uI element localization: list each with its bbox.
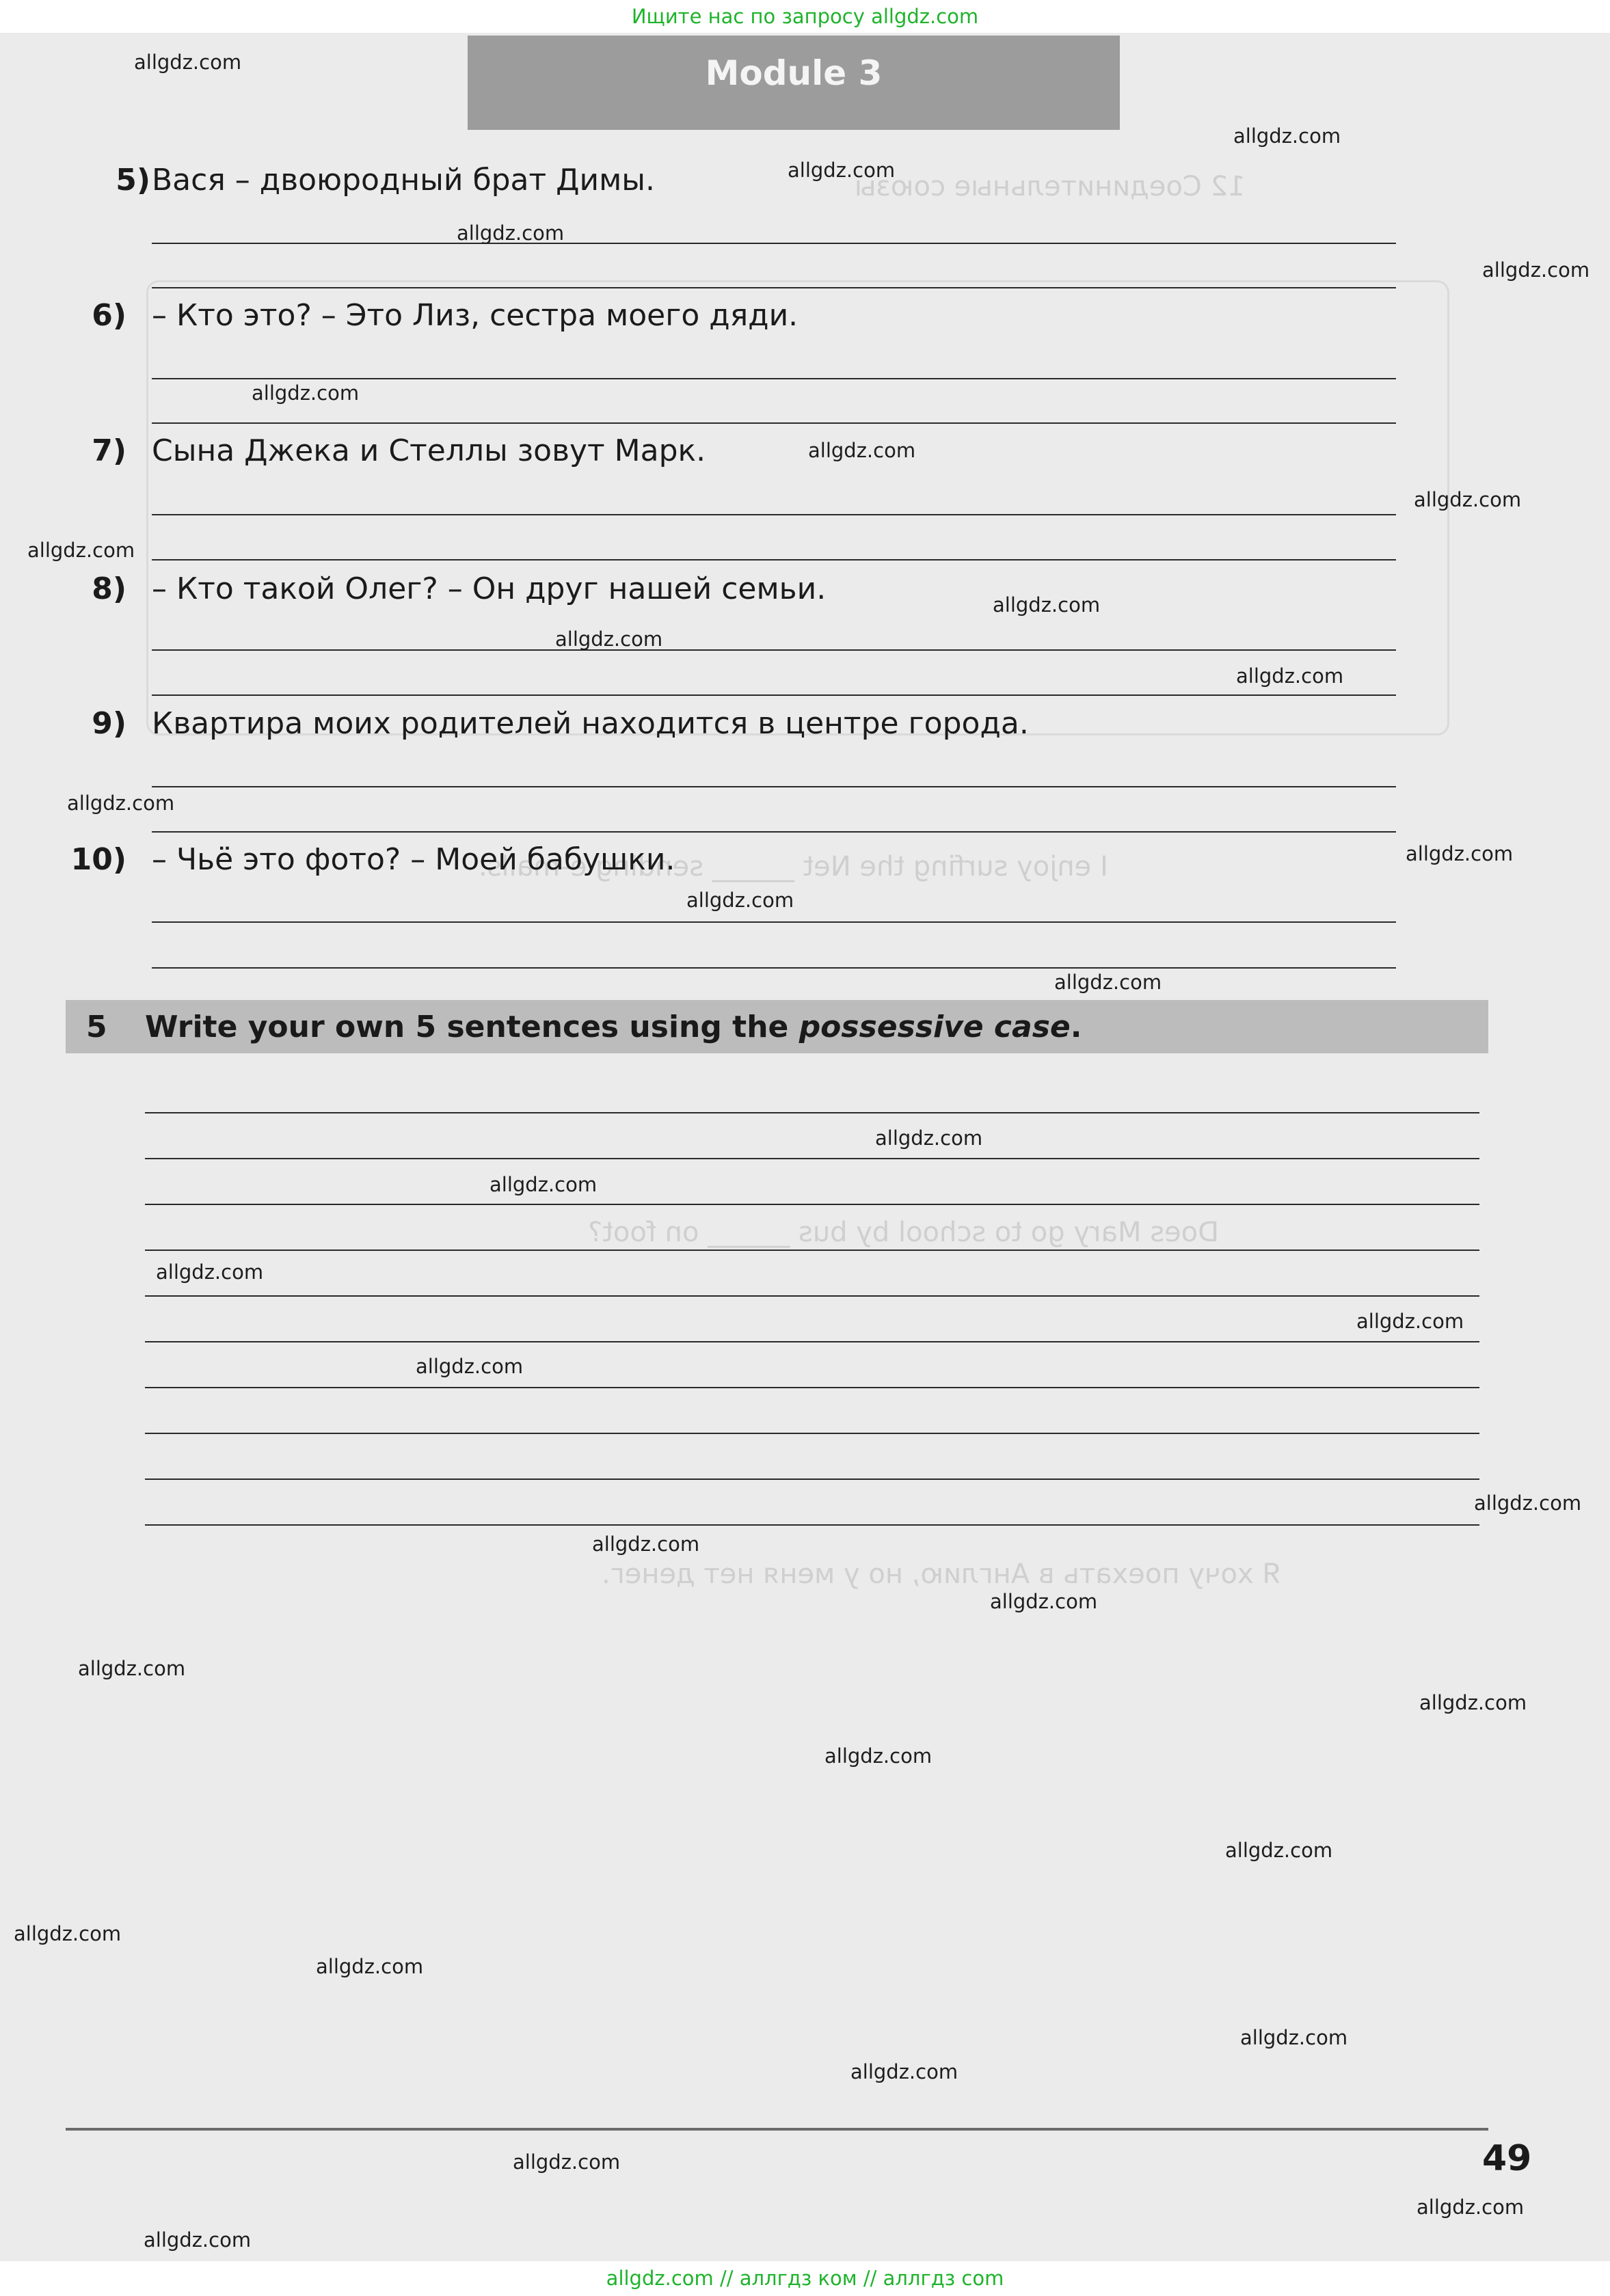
watermark: allgdz.com [1419, 1691, 1527, 1714]
answer-line[interactable] [152, 649, 1396, 651]
answer-line[interactable] [145, 1112, 1479, 1113]
watermark: allgdz.com [990, 1590, 1098, 1613]
watermark: allgdz.com [1417, 2196, 1525, 2219]
bottom-banner[interactable]: allgdz.com // аллгдз ком // аллгдз com [0, 2261, 1610, 2296]
exercise-title-emphasis: possessive case [799, 1010, 1071, 1044]
answer-line[interactable] [152, 559, 1396, 561]
answer-line[interactable] [152, 786, 1396, 787]
answer-line[interactable] [152, 921, 1396, 923]
watermark: allgdz.com [993, 593, 1101, 617]
watermark: allgdz.com [1474, 1491, 1582, 1515]
watermark: allgdz.com [489, 1173, 598, 1196]
task-text: Квартира моих родителей находится в центре города. [152, 706, 1029, 741]
answer-line[interactable] [152, 287, 1396, 288]
watermark: allgdz.com [1233, 124, 1341, 148]
watermark: allgdz.com [1054, 971, 1162, 994]
task-text: – Кто такой Олег? – Он друг нашей семьи. [152, 571, 827, 606]
watermark: allgdz.com [1225, 1839, 1333, 1862]
reverse-page-text: 12 Соединительные союзы [855, 171, 1246, 202]
task-number: 9) [92, 706, 126, 741]
exercise-title [145, 1010, 1082, 1044]
answer-line[interactable] [145, 1204, 1479, 1205]
answer-line[interactable] [145, 1295, 1479, 1297]
watermark: allgdz.com [1236, 664, 1344, 688]
page-number: 49 [1482, 2138, 1532, 2179]
task-number: 7) [92, 433, 126, 468]
top-banner[interactable]: Ищите нас по запросу allgdz.com [0, 0, 1610, 33]
answer-line[interactable] [145, 1250, 1479, 1251]
answer-line[interactable] [152, 967, 1396, 969]
exercise-number: 5 [86, 1010, 107, 1044]
task-number: 10) [70, 842, 126, 877]
answer-line[interactable] [145, 1433, 1479, 1434]
watermark: allgdz.com [1240, 2026, 1348, 2049]
answer-line[interactable] [145, 1524, 1479, 1526]
task-text: Вася – двоюродный брат Димы. [152, 163, 655, 198]
watermark: allgdz.com [67, 792, 175, 815]
watermark: allgdz.com [416, 1355, 524, 1378]
task-text: – Чьё это фото? – Моей бабушки. [152, 842, 675, 877]
task-number: 5) [116, 163, 150, 198]
exercise-header [66, 1000, 1488, 1053]
watermark: allgdz.com [134, 51, 242, 74]
watermark: allgdz.com [1414, 488, 1522, 511]
answer-line[interactable] [145, 1158, 1479, 1159]
watermark: allgdz.com [252, 381, 360, 405]
watermark: allgdz.com [555, 627, 663, 651]
reverse-page-text: Я хочу поехать в Англию, но у меня нет денег. [602, 1558, 1282, 1590]
answer-line[interactable] [152, 422, 1396, 424]
module-tab: Module 3 [468, 36, 1120, 130]
watermark: allgdz.com [14, 1922, 122, 1945]
answer-line[interactable] [152, 831, 1396, 833]
watermark: allgdz.com [316, 1955, 424, 1978]
answer-line[interactable] [152, 514, 1396, 515]
answer-line[interactable] [145, 1478, 1479, 1480]
footer-rule [66, 2128, 1488, 2131]
watermark: allgdz.com [27, 539, 135, 562]
watermark: allgdz.com [592, 1532, 700, 1556]
reverse-page-text: I enjoy surfing the Net ______ sending e-mails. [479, 851, 1108, 882]
watermark: allgdz.com [1356, 1310, 1464, 1333]
task-text: – Кто это? – Это Лиз, сестра моего дяди. [152, 298, 799, 333]
exercise-title-start: Write your own 5 sentences using the [145, 1010, 799, 1044]
answer-line[interactable] [152, 694, 1396, 696]
watermark: allgdz.com [850, 2060, 958, 2083]
task-number: 8) [92, 571, 126, 606]
watermark: allgdz.com [788, 159, 896, 182]
watermark: allgdz.com [156, 1260, 264, 1284]
watermark: allgdz.com [875, 1126, 983, 1150]
watermark: allgdz.com [824, 1744, 933, 1768]
watermark: allgdz.com [1406, 842, 1514, 865]
answer-line[interactable] [145, 1387, 1479, 1388]
watermark: allgdz.com [513, 2150, 621, 2174]
answer-line[interactable] [152, 243, 1396, 244]
watermark: allgdz.com [808, 439, 916, 462]
answer-line[interactable] [145, 1341, 1479, 1342]
watermark: allgdz.com [686, 889, 794, 912]
task-text: Сына Джека и Стеллы зовут Марк. [152, 433, 706, 468]
exercise-title-end: . [1070, 1010, 1082, 1044]
watermark: allgdz.com [78, 1657, 186, 1680]
reverse-page-text: Does Mary go to school by bus ______ on foot? [588, 1217, 1219, 1248]
watermark: allgdz.com [144, 2228, 252, 2252]
watermark: allgdz.com [457, 221, 565, 245]
watermark: allgdz.com [1482, 258, 1590, 282]
task-number: 6) [92, 298, 126, 333]
answer-line[interactable] [152, 378, 1396, 379]
